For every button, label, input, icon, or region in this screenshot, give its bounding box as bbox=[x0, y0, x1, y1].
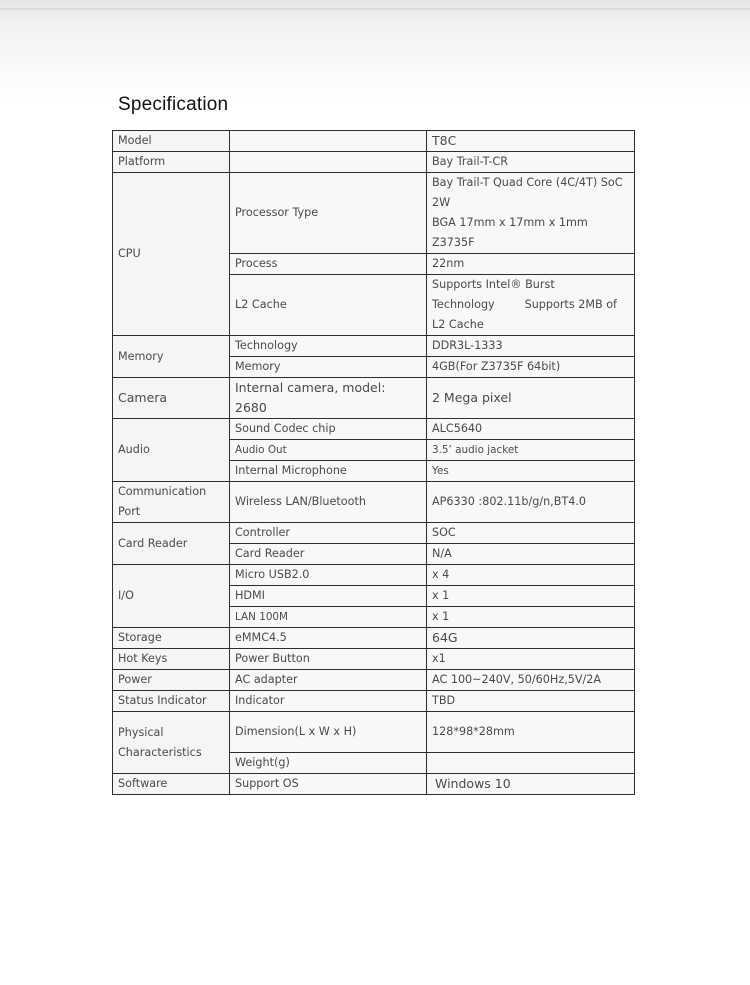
table-row-model bbox=[113, 131, 635, 152]
row-value: DDR3L-1333 bbox=[427, 336, 635, 357]
row-detail: Support OS bbox=[230, 774, 427, 795]
label-line: Physical bbox=[118, 725, 164, 739]
table-row-software bbox=[113, 774, 635, 795]
row-detail: Memory bbox=[230, 357, 427, 378]
value-fragment: Technology bbox=[432, 298, 495, 311]
row-value bbox=[427, 173, 635, 254]
row-value: 64G bbox=[427, 628, 635, 649]
row-value: 2 Mega pixel bbox=[427, 378, 635, 419]
value-line: L2 Cache bbox=[432, 318, 484, 331]
row-value: x 1 bbox=[427, 607, 635, 628]
row-detail: Dimension(L x W x H) bbox=[230, 712, 427, 753]
row-detail: Weight(g) bbox=[230, 753, 427, 774]
top-divider bbox=[0, 8, 750, 10]
row-detail: Internal camera, model: 2680 bbox=[230, 378, 427, 419]
row-label: Software bbox=[113, 774, 230, 795]
row-detail: AC adapter bbox=[230, 670, 427, 691]
row-label: I/O bbox=[113, 565, 230, 628]
row-detail: Wireless LAN/Bluetooth bbox=[230, 482, 427, 523]
row-label: Model bbox=[113, 131, 230, 152]
table-row-card-controller bbox=[113, 523, 635, 544]
row-label: Memory bbox=[113, 336, 230, 378]
table-row-platform bbox=[113, 152, 635, 173]
row-detail bbox=[230, 131, 427, 152]
table-row-physical-dimension bbox=[113, 712, 635, 753]
row-label bbox=[113, 482, 230, 523]
table-row-communication bbox=[113, 482, 635, 523]
row-value: 22nm bbox=[427, 254, 635, 275]
value-line: BGA 17mm x 17mm x 1mm bbox=[432, 216, 588, 229]
row-detail: Technology bbox=[230, 336, 427, 357]
row-value: ALC5640 bbox=[427, 419, 635, 440]
table-row-io-usb bbox=[113, 565, 635, 586]
value-line bbox=[432, 295, 629, 315]
table-row-power bbox=[113, 670, 635, 691]
row-value: x 1 bbox=[427, 586, 635, 607]
row-detail: Audio Out bbox=[230, 440, 427, 461]
row-value bbox=[427, 275, 635, 336]
label-line: Communication bbox=[118, 485, 207, 498]
row-value: Yes bbox=[427, 461, 635, 482]
row-detail: eMMC4.5 bbox=[230, 628, 427, 649]
table-row-memory-technology bbox=[113, 336, 635, 357]
row-value: 128*98*28mm bbox=[427, 712, 635, 753]
value-line: Z3735F bbox=[432, 236, 475, 249]
table-row-audio-codec bbox=[113, 419, 635, 440]
row-label: Hot Keys bbox=[113, 649, 230, 670]
row-label: Power bbox=[113, 670, 230, 691]
value-fragment: Supports 2MB of bbox=[524, 298, 617, 311]
label-line: Port bbox=[118, 505, 141, 518]
row-label: Platform bbox=[113, 152, 230, 173]
row-detail: Controller bbox=[230, 523, 427, 544]
row-value: AC 100~240V, 50/60Hz,5V/2A bbox=[427, 670, 635, 691]
row-detail: Card Reader bbox=[230, 544, 427, 565]
spec-table bbox=[112, 130, 635, 795]
row-value: SOC bbox=[427, 523, 635, 544]
row-detail: L2 Cache bbox=[230, 275, 427, 336]
table-row-storage bbox=[113, 628, 635, 649]
row-detail: Processor Type bbox=[230, 173, 427, 254]
top-shadow-band bbox=[0, 0, 750, 100]
row-label: Status Indicator bbox=[113, 691, 230, 712]
row-value: x 4 bbox=[427, 565, 635, 586]
row-detail: Sound Codec chip bbox=[230, 419, 427, 440]
label-line: Characteristics bbox=[118, 745, 202, 759]
row-value bbox=[427, 753, 635, 774]
row-label: Audio bbox=[113, 419, 230, 482]
row-value: AP6330 :802.11b/g/n,BT4.0 bbox=[427, 482, 635, 523]
table-row-hot-keys bbox=[113, 649, 635, 670]
row-detail: Indicator bbox=[230, 691, 427, 712]
row-value: 3.5’ audio jacket bbox=[427, 440, 635, 461]
row-label: Card Reader bbox=[113, 523, 230, 565]
value-line: Bay Trail-T Quad Core (4C/4T) SoC bbox=[432, 176, 623, 189]
value-line: Supports Intel® Burst bbox=[432, 278, 555, 291]
row-detail: LAN 100M bbox=[230, 607, 427, 628]
row-detail: Process bbox=[230, 254, 427, 275]
row-label: CPU bbox=[113, 173, 230, 336]
table-row-status bbox=[113, 691, 635, 712]
row-value: Bay Trail-T-CR bbox=[427, 152, 635, 173]
value-line: 2W bbox=[432, 196, 451, 209]
row-detail: HDMI bbox=[230, 586, 427, 607]
table-row-camera bbox=[113, 378, 635, 419]
row-value: 4GB(For Z3735F 64bit) bbox=[427, 357, 635, 378]
row-label bbox=[113, 712, 230, 774]
row-detail: Micro USB2.0 bbox=[230, 565, 427, 586]
row-detail: Internal Microphone bbox=[230, 461, 427, 482]
row-value: Windows 10 bbox=[427, 774, 635, 795]
row-value: N/A bbox=[427, 544, 635, 565]
row-value: x1 bbox=[427, 649, 635, 670]
row-value: TBD bbox=[427, 691, 635, 712]
row-label: Storage bbox=[113, 628, 230, 649]
row-detail: Power Button bbox=[230, 649, 427, 670]
page-title: Specification bbox=[118, 94, 229, 115]
row-value: T8C bbox=[427, 131, 635, 152]
row-label: Camera bbox=[113, 378, 230, 419]
row-detail bbox=[230, 152, 427, 173]
table-row-cpu-processor bbox=[113, 173, 635, 254]
